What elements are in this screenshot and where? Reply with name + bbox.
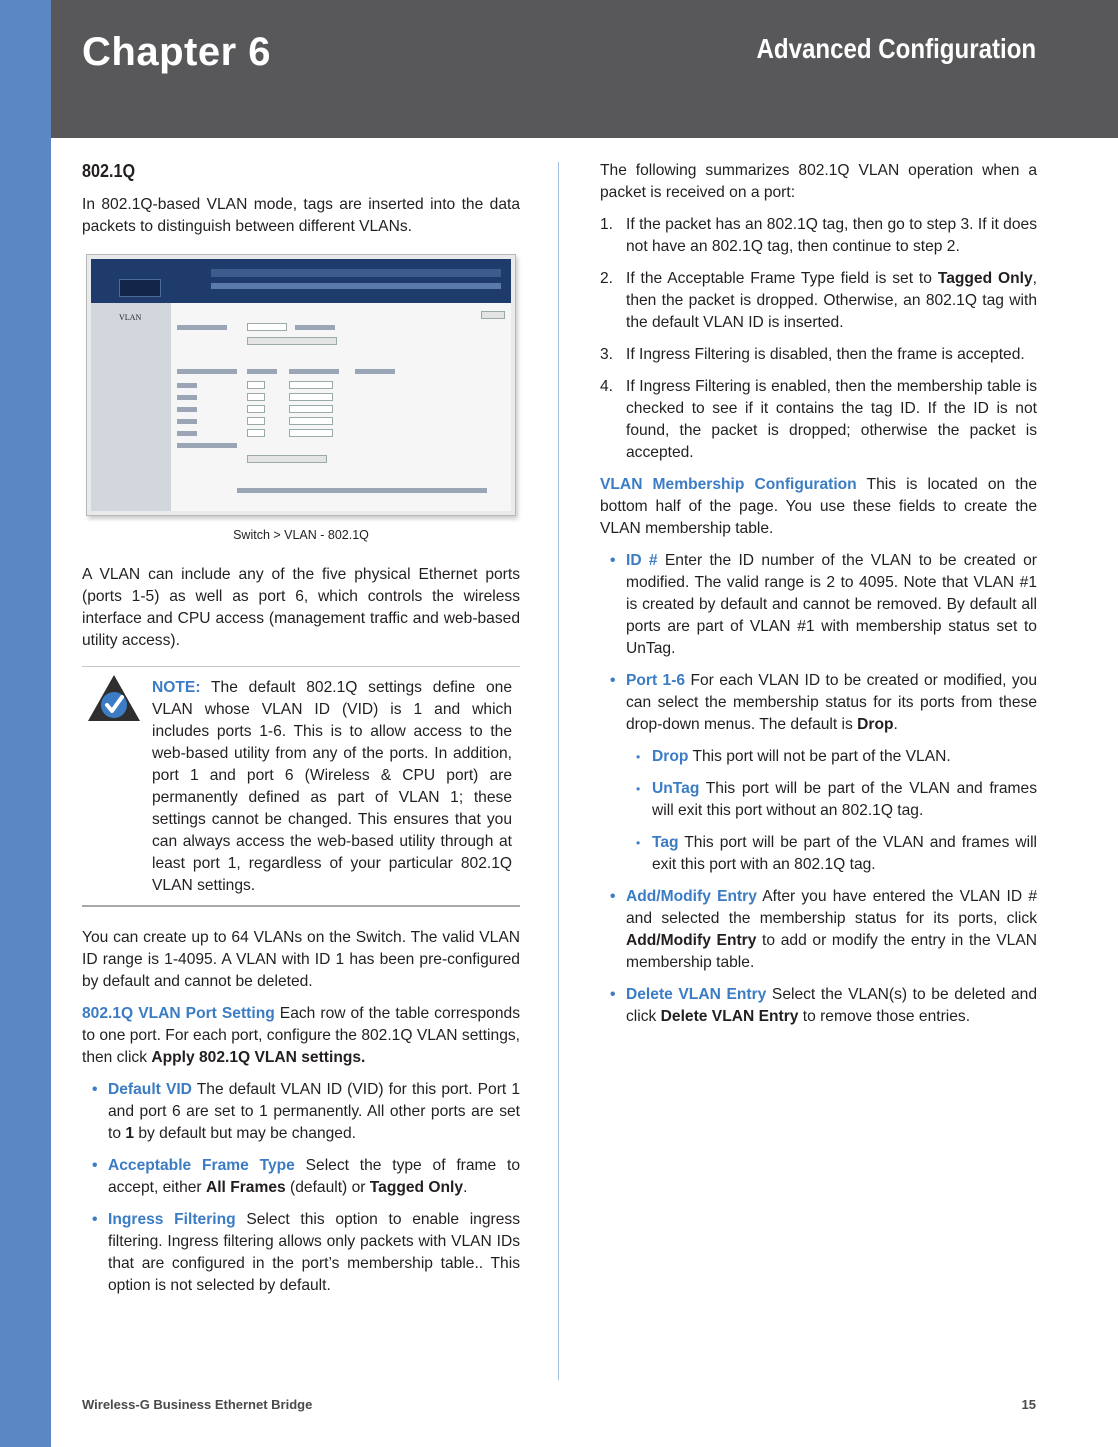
- intro-paragraph: In 802.1Q-based VLAN mode, tags are inserted into the data packets to distinguish between different VLANs.: [82, 196, 520, 235]
- note-label: NOTE:: [152, 679, 201, 696]
- screenshot-subnav-bar: [211, 283, 501, 289]
- item-text: Select this option to enable ingress filtering. Ingress filtering allows only packets with VLAN IDs that are configured in the port’s membership table.. This option is not selected by default.: [108, 1211, 520, 1294]
- term-frame-type: Acceptable Frame Type: [108, 1157, 295, 1174]
- step-number: 2.: [600, 270, 614, 287]
- item-bold: 1: [125, 1125, 135, 1142]
- step-text: If Ingress Filtering is enabled, then the membership table is checked to see if it contains the tag ID. If the ID is not found, the packet is dropped; otherwise the packet is accepted.: [626, 378, 1037, 461]
- port-setting-list: [82, 1079, 520, 1297]
- list-item-untag: [626, 778, 1037, 822]
- item-bold: Tagged Only: [369, 1179, 464, 1196]
- form-select: [247, 323, 287, 331]
- form-input: [247, 405, 265, 413]
- term-ingress-filtering: Ingress Filtering: [108, 1211, 236, 1228]
- note-body: The default 802.1Q settings define one VLAN whose VLAN ID (VID) is 1 and which includes ports 1-6. This is to allow access to the web-based utility from any of the ports. In addition, port 1 and port 6 (Wireless & CPU port) are permanently defined as part of VLAN 1; these settings cannot be changed. This ensures that you can always access the web-based utility through at least port 1, regardless of your particular 802.1Q VLAN settings.: [152, 679, 512, 894]
- list-item-add-modify: [600, 886, 1037, 974]
- list-item-delete: [600, 984, 1037, 1028]
- port-status-list: [626, 746, 1037, 876]
- term-add-modify: Add/Modify Entry: [626, 888, 757, 905]
- screenshot-sidebar: [91, 303, 171, 511]
- chapter-number: Chapter 6: [82, 30, 271, 74]
- port-setting-term: 802.1Q VLAN Port Setting: [82, 1005, 275, 1022]
- page-number: 15: [1021, 1397, 1036, 1412]
- column-divider: [558, 162, 559, 1380]
- port-setting-action: Apply 802.1Q VLAN settings.: [151, 1049, 366, 1066]
- form-label: [177, 443, 237, 448]
- help-button: [481, 311, 505, 319]
- step-text: If the Acceptable Frame Type field is set to: [626, 270, 938, 287]
- term-id: ID #: [626, 552, 658, 569]
- form-select: [289, 381, 333, 389]
- term-delete: Delete VLAN Entry: [626, 986, 767, 1003]
- membership-body: This is located on the bottom half of the page. You use these fields to create the VLAN membership table.: [600, 476, 1037, 537]
- item-text: to remove those entries.: [798, 1008, 971, 1025]
- screenshot-side-label: VLAN: [119, 313, 142, 322]
- list-item-id: [600, 550, 1037, 660]
- item-text: .: [893, 716, 898, 733]
- item-text: The default VLAN ID (VID) for this port. Port 1 and port 6 are set to 1 permanently. All other ports are set to: [108, 1081, 520, 1142]
- form-button: [247, 337, 337, 345]
- item-text: Select the type of frame to accept, either: [108, 1157, 520, 1196]
- form-label: [355, 369, 395, 374]
- item-text: Select the VLAN(s) to be deleted and click: [626, 986, 1038, 1025]
- list-item-ingress: [82, 1209, 520, 1297]
- form-port-row: [237, 488, 487, 493]
- port-setting-body: Each row of the table corresponds to one port. For each port, configure the 802.1Q VLAN settings, then click: [82, 1005, 520, 1066]
- list-item-frame-type: [82, 1155, 520, 1199]
- vlan-ports-paragraph: A VLAN can include any of the five physical Ethernet ports (ports 1-5) as well as port 6, which controls the wireless interface and CPU access (management traffic and web-based utility access).: [82, 566, 520, 649]
- term-drop: Drop: [652, 748, 689, 765]
- item-bold: Drop: [857, 716, 894, 733]
- form-select: [289, 429, 333, 437]
- step-item: [600, 344, 1037, 366]
- list-item-drop: [626, 746, 1037, 768]
- list-item-port: [600, 670, 1037, 876]
- item-text: by default but may be changed.: [134, 1125, 356, 1142]
- step-text: If Ingress Filtering is disabled, then the frame is accepted.: [626, 346, 1025, 363]
- item-bold: Delete VLAN Entry: [660, 1008, 799, 1025]
- step-number: 1.: [600, 216, 614, 233]
- form-input: [247, 417, 265, 425]
- form-select: [289, 405, 333, 413]
- form-label: [177, 419, 197, 424]
- form-label: [177, 325, 227, 330]
- form-label: [177, 383, 197, 388]
- membership-list: [600, 550, 1037, 1028]
- vlan-count-paragraph: You can create up to 64 VLANs on the Switch. The valid VLAN ID range is 1-4095. A VLAN with ID 1 has been pre-configured by default and cannot be deleted.: [82, 929, 520, 990]
- chapter-title: Advanced Configuration: [756, 33, 1036, 64]
- term-default-vid: Default VID: [108, 1081, 192, 1098]
- step-text: If the packet has an 802.1Q tag, then go to step 3. If it does not have an 802.1Q tag, then continue to step 2.: [626, 216, 1037, 255]
- item-text: .: [463, 1179, 468, 1196]
- membership-term: VLAN Membership Configuration: [600, 476, 857, 493]
- item-text: Enter the ID number of the VLAN to be created or modified. The valid range is 2 to 4095. Note that VLAN #1 is created by default and cannot be removed. By default all ports are part of VLAN #1 with membership status set to UnTag.: [626, 552, 1037, 657]
- form-button: [247, 455, 327, 463]
- item-text: This port will be part of the VLAN and frames will exit this port with an 802.1Q tag.: [652, 834, 1037, 873]
- step-item: [600, 376, 1037, 464]
- step-text: , then the packet is dropped. Otherwise, an 802.1Q tag with the default VLAN ID is inserted.: [626, 270, 1038, 331]
- form-label: [295, 325, 335, 330]
- form-input: [247, 381, 265, 389]
- membership-paragraph: [600, 474, 1037, 540]
- form-select: [289, 417, 333, 425]
- step-item: [600, 214, 1037, 258]
- list-item-default-vid: [82, 1079, 520, 1145]
- form-input: [247, 393, 265, 401]
- screenshot-header: [91, 259, 511, 303]
- checkmark-icon: [86, 673, 142, 723]
- term-tag: Tag: [652, 834, 679, 851]
- form-label: [177, 407, 197, 412]
- list-item-tag: [626, 832, 1037, 876]
- form-label: [177, 369, 237, 374]
- step-item: [600, 268, 1037, 334]
- form-input: [247, 429, 265, 437]
- vlan-screenshot: [86, 254, 516, 516]
- form-select: [289, 393, 333, 401]
- screenshot-form: [171, 303, 511, 511]
- term-port: Port 1-6: [626, 672, 686, 689]
- linksys-logo: [119, 279, 161, 297]
- step-bold: Tagged Only: [937, 270, 1033, 287]
- term-untag: UnTag: [652, 780, 700, 797]
- step-number: 3.: [600, 346, 614, 363]
- form-label: [289, 369, 339, 374]
- right-column: [600, 160, 1037, 1038]
- item-text: This port will be part of the VLAN and frames will exit this port without an 802.1Q tag.: [652, 780, 1037, 819]
- form-label: [177, 431, 197, 436]
- operation-steps: [600, 214, 1037, 464]
- figure-caption: Switch > VLAN - 802.1Q: [233, 528, 369, 542]
- item-text: to add or modify the entry in the VLAN membership table.: [626, 932, 1038, 971]
- item-text: (default) or: [285, 1179, 370, 1196]
- port-setting-paragraph: [82, 1003, 520, 1069]
- item-text: After you have entered the VLAN ID # and selected the membership status for its ports, click: [626, 888, 1037, 927]
- form-label: [247, 369, 277, 374]
- screenshot-nav-bar: [211, 269, 501, 277]
- note-box: [82, 666, 520, 907]
- section-heading: 802.1Q: [82, 161, 136, 181]
- item-text: This port will not be part of the VLAN.: [688, 748, 951, 765]
- note-text: [152, 677, 512, 897]
- operation-intro: The following summarizes 802.1Q VLAN operation when a packet is received on a port:: [600, 162, 1037, 201]
- item-bold: All Frames: [205, 1179, 286, 1196]
- item-bold: Add/Modify Entry: [626, 932, 757, 949]
- item-text: For each VLAN ID to be created or modified, you can select the membership status for its ports from these drop-down menus. The default is: [626, 672, 1037, 733]
- footer-product-name: Wireless-G Business Ethernet Bridge: [82, 1397, 313, 1412]
- step-number: 4.: [600, 378, 614, 395]
- left-column: [82, 160, 520, 1307]
- left-accent-bar: [0, 0, 51, 1447]
- form-label: [177, 395, 197, 400]
